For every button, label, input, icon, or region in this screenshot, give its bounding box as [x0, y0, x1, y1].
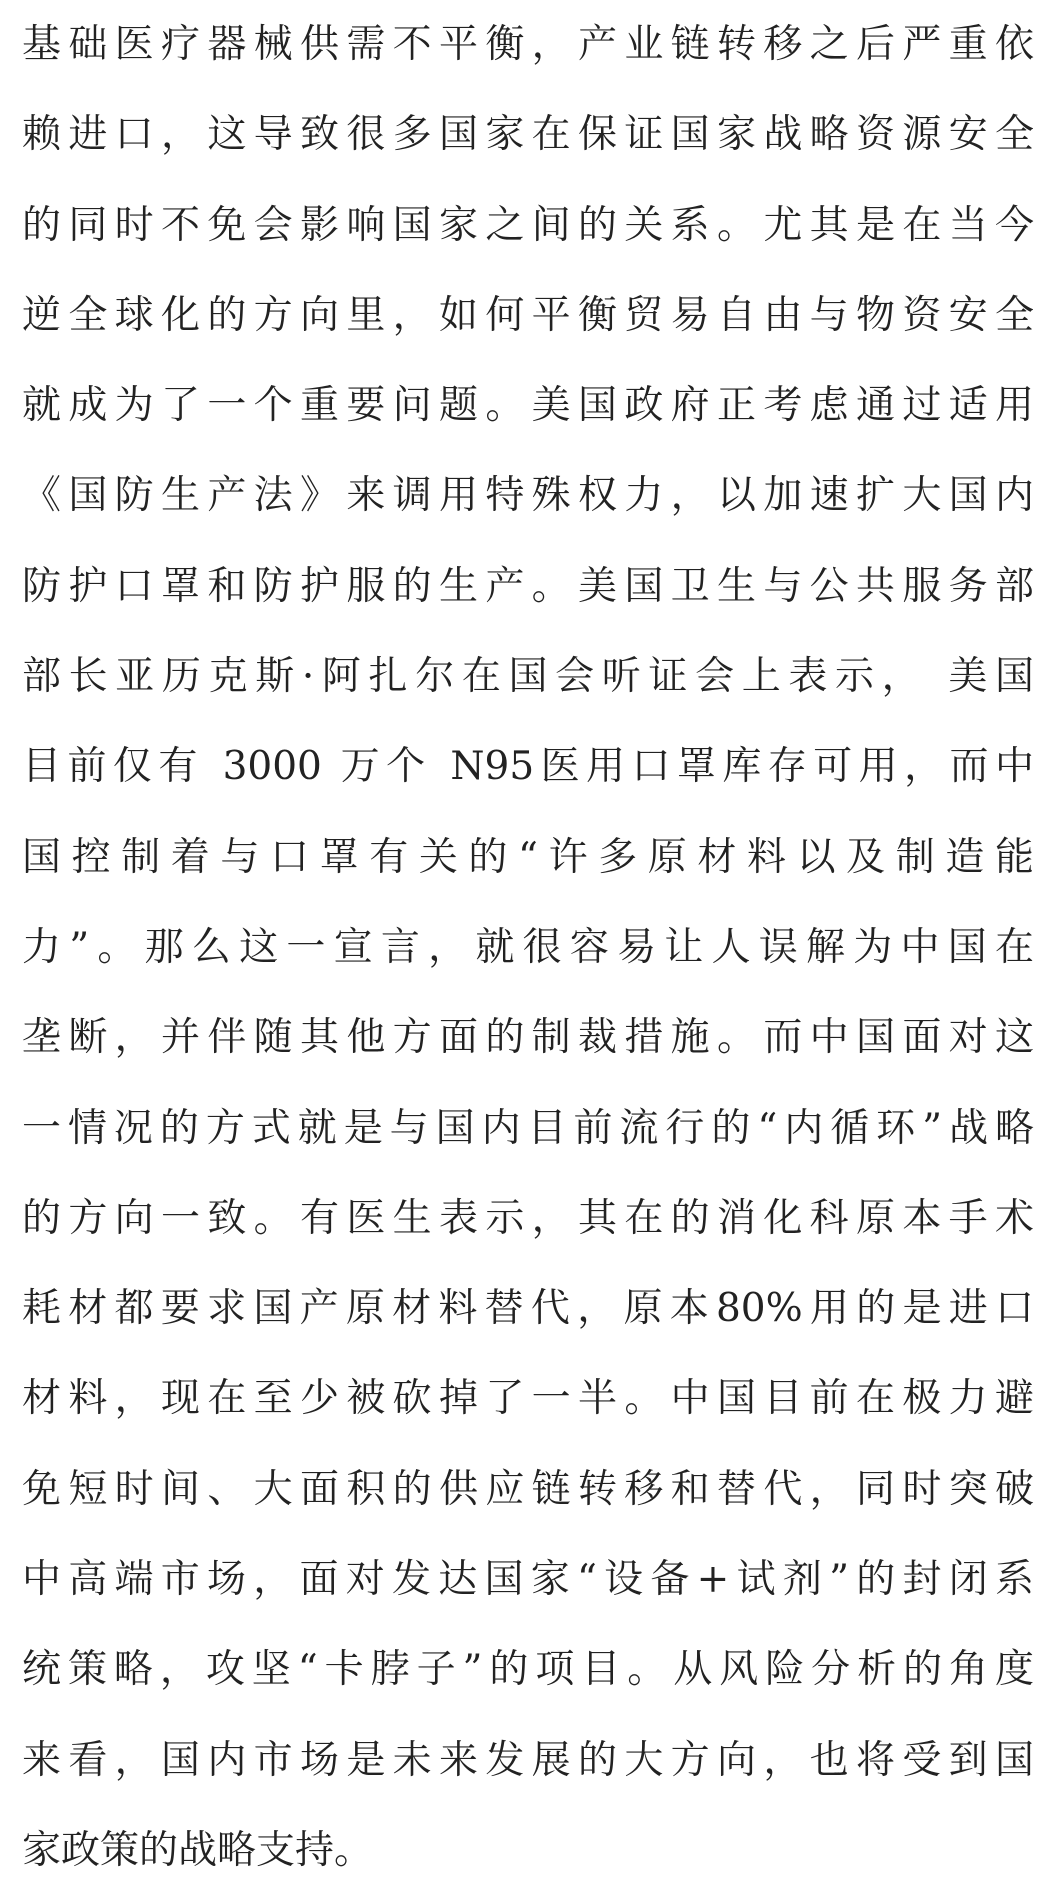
text-line: 的同时不免会影响国家之间的关系。尤其是在当今 — [22, 202, 1034, 248]
text-line: 目前仅有 3000 万个 N95医用口罩库存可用，而中 — [22, 744, 1034, 790]
text-line: 部长亚历克斯·阿扎尔在国会听证会上表示， 美国 — [22, 654, 1034, 700]
text-line: 基础医疗器械供需不平衡，产业链转移之后严重依 — [22, 22, 1034, 67]
text-line: 一情况的方式就是与国内目前流行的“内循环”战略 — [22, 1105, 1034, 1151]
text-line: 免短时间、大面积的供应链转移和替代，同时突破 — [22, 1466, 1034, 1512]
text-line: 材料，现在至少被砍掉了一半。中国目前在极力避 — [22, 1376, 1034, 1422]
text-line: 家政策的战略支持。 — [22, 1827, 374, 1873]
text-line: 力”。那么这一宣言，就很容易让人误解为中国在 — [22, 924, 1034, 970]
text-line: 国控制着与口罩有关的“许多原材料以及制造能 — [22, 834, 1034, 880]
text-line: 防护口罩和防护服的生产。美国卫生与公共服务部 — [22, 563, 1034, 609]
text-line: 逆全球化的方向里，如何平衡贸易自由与物资安全 — [22, 292, 1034, 338]
text-line: 赖进口，这导致很多国家在保证国家战略资源安全 — [22, 112, 1034, 158]
text-line: 统策略，攻坚“卡脖子”的项目。从风险分析的角度 — [22, 1647, 1034, 1693]
article-paragraph — [22, 0, 1034, 1896]
text-line: 就成为了一个重要问题。美国政府正考虑通过适用 — [22, 383, 1034, 429]
text-line: 耗材都要求国产原材料替代，原本80%用的是进口 — [22, 1286, 1034, 1332]
text-line: 垄断，并伴随其他方面的制裁措施。而中国面对这 — [22, 1015, 1034, 1061]
text-line: 的方向一致。有医生表示，其在的消化科原本手术 — [22, 1195, 1034, 1241]
text-line: 来看，国内市场是未来发展的大方向，也将受到国 — [22, 1737, 1034, 1783]
text-line: 《国防生产法》来调用特殊权力，以加速扩大国内 — [22, 473, 1034, 519]
text-line: 中高端市场，面对发达国家“设备+试剂”的封闭系 — [22, 1557, 1034, 1603]
